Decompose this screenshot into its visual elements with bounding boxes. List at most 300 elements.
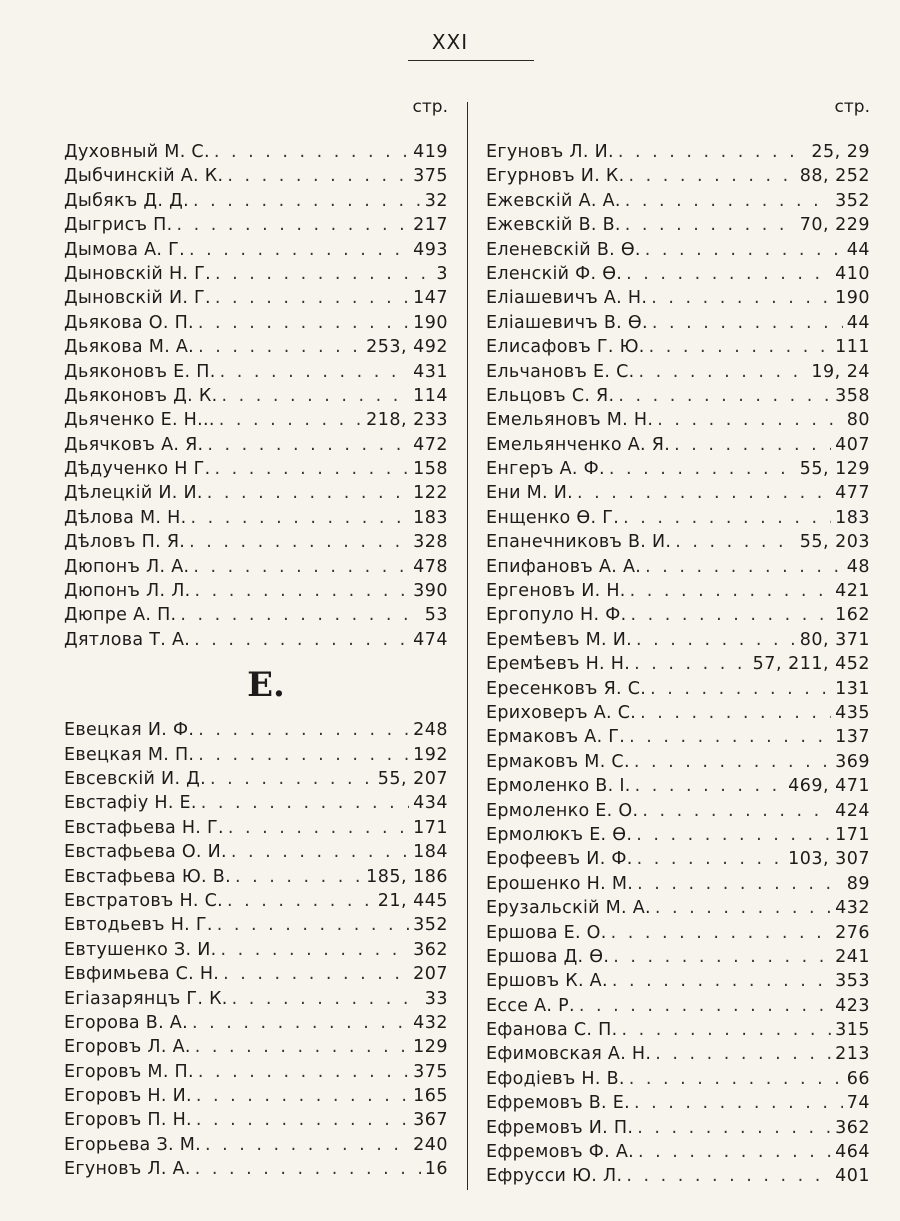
index-entry [486,457,870,481]
index-entry [486,603,870,627]
entry-pages: 493 [413,239,448,260]
leader-dots [217,913,409,937]
index-entry [64,189,448,213]
entry-name: Дьячковъ А. Я. [64,434,204,455]
entry-pages: 421 [835,581,870,602]
index-entry [64,579,448,603]
entry-pages: 44 [846,239,870,260]
index-entry [64,506,448,530]
entry-name: Ермаковъ А. Г. [486,727,626,748]
index-entry [64,1035,448,1059]
entry-pages: 472 [413,434,448,455]
leader-dots [228,816,409,840]
entry-pages: 32 [424,190,448,211]
entry-pages: 190 [413,312,448,333]
index-entry [64,262,448,286]
index-entry [486,1042,870,1066]
index-entry [486,725,870,749]
entry-name: Ершовъ К. А. [486,971,608,992]
entry-name: Енщенко Ѳ. Г. [486,507,620,528]
index-entry [64,238,448,262]
entry-pages: 315 [835,1020,870,1041]
leader-dots [579,994,831,1018]
leader-dots [207,481,409,505]
leader-dots [215,262,432,286]
leader-dots [195,1035,409,1059]
entry-name: Егоровъ Л. А. [64,1037,191,1058]
entry-pages: 401 [835,1166,870,1187]
leader-dots [652,311,843,335]
entry-name: Дыбчинскій А. К. [64,166,224,187]
entry-name: Егоровъ Н. И. [64,1086,192,1107]
entry-name: Дюпонъ Л. Л. [64,581,191,602]
entry-name: Евецкая И. Ф. [64,720,195,741]
page-number: XXI [431,30,469,54]
leader-dots [223,962,409,986]
right-column [486,92,870,1189]
leader-dots [634,652,749,676]
leader-dots [657,408,843,432]
entry-name: Ельцовъ С. Я. [486,385,615,406]
entry-name: Ермаковъ М. С. [486,751,630,772]
entry-pages: 474 [413,629,448,650]
entry-pages: 369 [835,751,870,772]
entry-pages: 165 [413,1086,448,1107]
entry-pages: 464 [835,1142,870,1163]
index-entry [64,743,448,767]
leader-dots [194,628,409,652]
entry-name: Ергеновъ И. Н. [486,581,626,602]
index-entry [486,579,870,603]
left-column-header: стр. [412,97,448,117]
entry-pages: 89 [846,873,870,894]
index-entry [64,335,448,359]
leader-dots [227,889,374,913]
index-entry [486,481,870,505]
leader-dots [626,1164,831,1188]
index-entry [486,262,870,286]
entry-name: Дѣлова М. Н. [64,507,187,528]
index-entry [64,555,448,579]
entry-name: Егіазарянцъ Г. К. [64,988,228,1009]
leader-dots [196,1084,409,1108]
entry-name: Ельчановъ Е. С. [486,361,635,382]
entry-name: Ермолюкъ Е. Ѳ. [486,824,633,845]
index-entry [486,628,870,652]
index-entry [64,889,448,913]
entry-pages: 240 [413,1134,448,1155]
index-entry [486,555,870,579]
entry-name: Ерофеевъ И. Ф. [486,849,633,870]
entry-name: Еленскій Ф. Ѳ. [486,263,623,284]
entry-pages: 362 [835,1117,870,1138]
entry-name: Евстафьева О. И. [64,842,227,863]
entry-name: Евтушенко З. И. [64,939,217,960]
index-entry [486,774,870,798]
entry-pages: 74 [846,1093,870,1114]
entry-pages: 218, 233 [366,410,448,431]
index-entry [486,1067,870,1091]
entry-name: Ефрусси Ю. Л. [486,1166,623,1187]
entry-name: Дыгрисъ П. [64,215,173,236]
leader-dots [611,921,831,945]
entry-name: Евсевскій И. Д. [64,768,207,789]
leader-dots [618,384,831,408]
entry-pages: 25, 29 [811,142,870,162]
entry-name: Епанечниковъ В. И. [486,532,672,553]
leader-dots [210,767,374,791]
entry-name: Еліашевичъ В. Ѳ. [486,312,648,333]
index-entry [64,286,448,310]
entry-pages: 424 [835,800,870,821]
index-entry [486,384,870,408]
entry-name: Дѣдученко Н Г. [64,459,211,480]
leader-dots [640,701,831,725]
leader-dots [642,799,831,823]
leader-dots [630,579,831,603]
index-entry [486,652,870,676]
index-entry [486,530,870,554]
leader-dots [214,140,409,164]
leader-dots [176,213,409,237]
entry-name: Евстратовъ Н. С. [64,890,224,911]
entry-pages: 158 [413,459,448,480]
index-entry [486,847,870,871]
index-entry [64,457,448,481]
leader-dots [645,238,843,262]
entry-pages: 55, 203 [799,532,870,553]
leader-dots [637,847,784,871]
entry-pages: 103, 307 [788,849,870,870]
leader-dots [227,164,409,188]
index-entry [486,1116,870,1140]
leader-dots [655,1042,831,1066]
entry-pages: 352 [835,190,870,211]
entry-pages: 241 [835,946,870,967]
entry-pages: 469, 471 [788,776,870,797]
entry-pages: 407 [835,434,870,455]
index-entry [64,433,448,457]
entry-pages: 122 [413,483,448,504]
entry-pages: 190 [835,288,870,309]
entry-name: Епифановъ А. А. [486,556,642,577]
index-entry [486,408,870,432]
entry-name: Дѣловъ П. Я. [64,532,186,553]
leader-dots [637,1116,831,1140]
entry-pages: 19, 24 [811,361,870,382]
leader-dots [636,823,831,847]
leader-dots [645,555,843,579]
entry-name: Дѣлецкій И. И. [64,483,203,504]
entry-pages: 477 [835,483,870,504]
index-entry [64,140,448,164]
entry-name: Дыновскій Н. Г. [64,263,211,284]
index-entry [64,718,448,742]
entry-pages: 352 [413,915,448,936]
entry-pages: 55, 207 [377,768,448,789]
entry-name: Егуновъ Л. А. [64,1159,191,1180]
index-entry [486,311,870,335]
entry-pages: 375 [413,1061,448,1082]
right-entries [486,140,870,1189]
entry-name: Ергопуло Н. Ф. [486,605,627,626]
entry-pages: 111 [835,337,870,358]
entry-pages: 478 [413,556,448,577]
entry-name: Дюпонъ Л. А. [64,556,190,577]
index-entry [64,408,448,432]
leader-dots [198,311,409,335]
column-divider [467,102,468,1190]
index-entry [486,921,870,945]
right-column-header: стр. [834,97,870,117]
leader-dots [675,530,795,554]
index-entry [64,938,448,962]
index-entry [64,1060,448,1084]
index-entry [486,335,870,359]
leader-dots [195,579,410,603]
entry-pages: 434 [413,793,448,814]
index-entry [486,945,870,969]
entry-pages: 48 [846,556,870,577]
leader-dots [198,335,362,359]
leader-dots [651,286,831,310]
entry-name: Ефанова С. П. [486,1020,618,1041]
leader-dots [638,1140,831,1164]
entry-pages: 367 [413,1110,448,1131]
entry-name: Ериховеръ А. С. [486,702,637,723]
index-entry [64,384,448,408]
entry-pages: 57, 211, 452 [752,654,870,675]
entry-pages: 114 [413,385,448,406]
leader-dots [638,360,807,384]
entry-pages: 253, 492 [366,337,448,358]
index-entry [486,799,870,823]
entry-pages: 80, 371 [799,629,870,650]
entry-name: Дымова А. Г. [64,239,185,260]
index-entry [64,987,448,1011]
index-entry [64,628,448,652]
entry-pages: 171 [835,824,870,845]
entry-name: Ефремовъ И. П. [486,1117,634,1138]
leader-dots [635,774,784,798]
entry-name: Дьяченко Е. Н... [64,410,215,431]
index-entry [486,1018,870,1042]
entry-name: Елисафовъ Г. Ю. [486,337,645,358]
entry-name: Дьякова М. А. [64,337,195,358]
entry-pages: 66 [846,1068,870,1089]
entry-name: Ерузальскій М. А. [486,898,651,919]
entry-name: Еленевскій В. Ѳ. [486,239,641,260]
leader-dots [577,481,831,505]
section-letter: Е. [247,665,285,706]
entry-pages: 16 [424,1159,448,1180]
leader-dots [190,506,409,530]
leader-dots [232,987,421,1011]
leader-dots [189,530,409,554]
header-rule [408,60,534,61]
entry-name: Дыновскій И. Г. [64,288,211,309]
entry-name: Дьяконовъ Д. К. [64,385,218,406]
entry-name: Емельянченко А. Я. [486,434,671,455]
entry-name: Егоровъ М. П. [64,1061,194,1082]
index-entry [486,1140,870,1164]
index-entry [64,1084,448,1108]
entry-pages: 423 [835,995,870,1016]
leader-dots [180,603,420,627]
entry-name: Дыбякъ Д. Д. [64,190,189,211]
index-entry [64,164,448,188]
index-entry [64,791,448,815]
leader-dots [196,1108,409,1132]
leader-dots [634,750,831,774]
leader-dots [231,840,409,864]
leader-dots [235,865,362,889]
index-entry [64,1157,448,1181]
entry-pages: 362 [413,939,448,960]
entry-name: Духовный М. С. [64,142,210,162]
leader-dots [618,140,807,164]
entry-pages: 192 [413,744,448,765]
index-entry [64,360,448,384]
entry-pages: 183 [835,507,870,528]
leader-dots [198,1060,409,1084]
leader-dots [220,360,410,384]
leader-dots [629,725,831,749]
entry-pages: 432 [413,1012,448,1033]
leader-dots [198,718,409,742]
leader-dots [630,603,831,627]
entry-name: Ежевскій А. А. [486,190,621,211]
leader-dots [201,791,409,815]
entry-pages: 70, 229 [799,215,870,236]
entry-name: Ефремовъ Ф. А. [486,1142,634,1163]
entry-name: Ессе А. Р. [486,995,575,1016]
index-entry [64,1133,448,1157]
leader-dots [612,969,831,993]
entry-pages: 88, 252 [799,166,870,187]
entry-name: Ефодіевъ Н. В. [486,1068,625,1089]
entry-name: Евтодьевъ Н. Г. [64,915,213,936]
entry-pages: 53 [424,605,448,626]
index-entry [486,360,870,384]
entry-pages: 390 [413,581,448,602]
index-entry [64,213,448,237]
leader-dots [192,1011,409,1035]
index-entry [486,506,870,530]
entry-pages: 55, 129 [799,459,870,480]
index-entry [486,896,870,920]
entry-pages: 431 [413,361,448,382]
leader-dots [221,384,409,408]
index-entry [486,823,870,847]
entry-name: Евстафьева Ю. В. [64,866,231,887]
leader-dots [205,1133,409,1157]
entry-pages: 80 [846,410,870,431]
leader-dots [625,213,796,237]
entry-name: Егоровъ П. Н. [64,1110,192,1131]
leader-dots [189,238,409,262]
entry-pages: 435 [835,702,870,723]
index-entry [64,865,448,889]
entry-pages: 217 [413,215,448,236]
index-entry [64,962,448,986]
entry-name: Ени М. И. [486,483,574,504]
leader-dots [609,457,796,481]
entry-name: Енгеръ А. Ф. [486,459,605,480]
index-entry [486,1091,870,1115]
entry-name: Егорова В. А. [64,1012,188,1033]
entry-pages: 147 [413,288,448,309]
entry-name: Ефимовская А. Н. [486,1044,652,1065]
index-entry [64,913,448,937]
entry-name: Еремѣевъ Н. Н. [486,654,631,675]
entry-name: Еліашевичъ А. Н. [486,288,648,309]
leader-dots [193,189,421,213]
leader-dots [621,1018,831,1042]
entry-name: Еремѣевъ М. И. [486,629,632,650]
entry-pages: 44 [846,312,870,333]
leader-dots [219,408,362,432]
index-entry [64,816,448,840]
index-entry [486,164,870,188]
entry-pages: 248 [413,720,448,741]
index-entry [486,677,870,701]
leader-dots [220,938,409,962]
entry-pages: 213 [835,1044,870,1065]
entry-name: Ермоленко Е. О. [486,800,639,821]
entry-pages: 419 [413,142,448,162]
index-entry [486,213,870,237]
leader-dots [637,872,843,896]
entry-name: Евфимьева С. Н. [64,964,220,985]
left-entries-after [64,718,448,1181]
entry-name: Ершова Д. Ѳ. [486,946,610,967]
leader-dots [613,945,831,969]
index-entry [486,969,870,993]
index-entry [64,311,448,335]
entry-pages: 3 [436,263,448,284]
index-entry [64,1011,448,1035]
entry-pages: 328 [413,532,448,553]
entry-name: Дьяконовъ Е. П. [64,361,216,382]
leader-dots [198,743,409,767]
leader-dots [626,262,831,286]
entry-name: Емельяновъ М. Н. [486,410,654,431]
entry-name: Ершова Е. О. [486,922,607,943]
entry-pages: 184 [413,842,448,863]
index-entry [64,530,448,554]
index-entry [486,238,870,262]
leader-dots [623,506,831,530]
leader-dots [193,555,409,579]
entry-name: Евстафіу Н. Е. [64,793,197,814]
entry-name: Егуновъ Л. И. [486,142,614,162]
entry-pages: 276 [835,922,870,943]
left-column [64,92,448,1182]
entry-name: Егурновъ И. К. [486,166,625,187]
leader-dots [649,335,831,359]
leader-dots [636,628,796,652]
entry-name: Ермоленко В. І. [486,776,631,797]
entry-pages: 183 [413,507,448,528]
entry-name: Евстафьева Н. Г. [64,817,224,838]
index-entry [486,750,870,774]
left-entries-before [64,140,448,652]
index-entry [64,767,448,791]
entry-pages: 162 [835,605,870,626]
index-entry [64,481,448,505]
leader-dots [674,433,831,457]
